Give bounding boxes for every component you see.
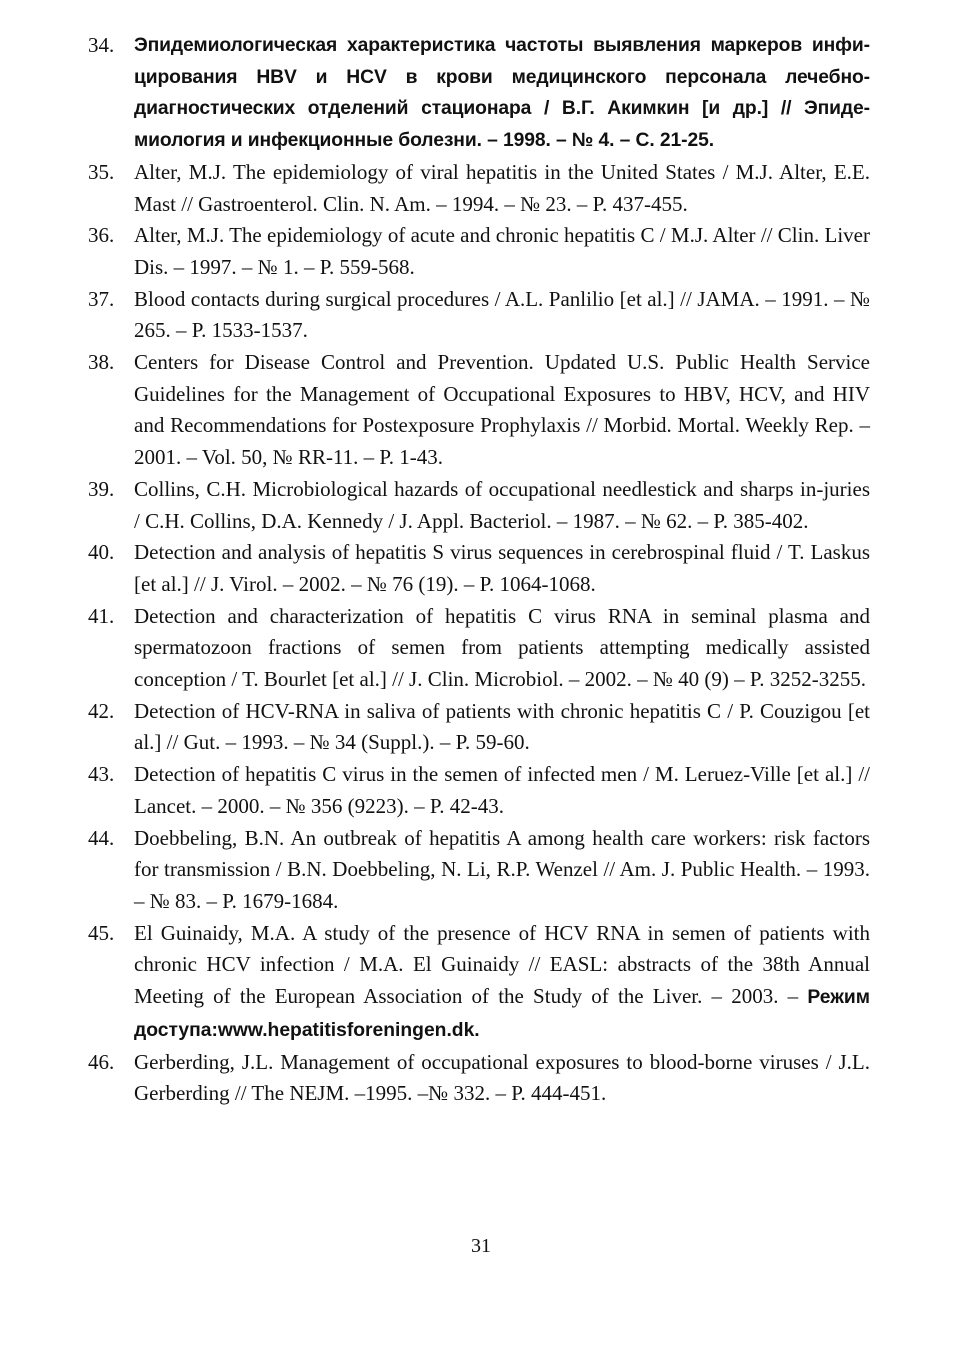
reference-item-45 bbox=[88, 918, 870, 1047]
reference-number: 36. bbox=[88, 223, 115, 248]
access-mode-text: Режим доступа:www.hepatitisforeningen.dk. bbox=[134, 987, 870, 1041]
reference-text: Эпидемиологическая характеристика частоты выявления маркеров инфи-цирования HBV и HCV в крови медицинского персонала лечебно-диагностических отделений стационара / В.Г. Акимкин [и др.] // Эпиде-миология и инфекционные болезни. – 1998. – № 4. – С. 21-25. bbox=[134, 35, 870, 152]
reference-number: 40. bbox=[88, 540, 115, 565]
reference-number: 42. bbox=[88, 698, 115, 723]
reference-item-35 bbox=[88, 157, 870, 220]
reference-number: 44. bbox=[88, 825, 115, 850]
reference-number: 38. bbox=[88, 350, 115, 375]
reference-item-34 bbox=[88, 30, 870, 157]
reference-text: Collins, C.H. Microbiological hazards of occupational needlestick and sharps in-juries / C.H. Collins, D.A. Kennedy / J. Appl. Bacteriol. – 1987. – № 62. – P. 385-402. bbox=[134, 476, 870, 533]
reference-number: 34. bbox=[88, 33, 115, 57]
reference-item-39 bbox=[88, 474, 870, 537]
reference-item-38 bbox=[88, 347, 870, 474]
reference-text-main: El Guinaidy, M.A. A study of the presence of HCV RNA in semen of patients with chronic HCV infection / M.A. El Guinaidy // EASL: abstracts of the 38th Annual Meeting of the European Association of the Study of the Liver. – 2003. – bbox=[134, 920, 870, 1009]
reference-text: Detection of hepatitis C virus in the semen of infected men / M. Leruez-Ville [et al.] // Lancet. – 2000. – № 356 (9223). – P. 42-43. bbox=[134, 762, 870, 818]
reference-text: Blood contacts during surgical procedures / A.L. Panlilio [et al.] // JAMA. – 1991. – № 265. – P. 1533-1537. bbox=[134, 286, 870, 343]
reference-list bbox=[88, 30, 870, 1110]
reference-text bbox=[134, 918, 870, 1047]
reference-text: Alter, M.J. The epidemiology of viral hepatitis in the United States / M.J. Alter, E.E. Mast // Gastroenterol. Clin. N. Am. – 1994. – № 23. – P. 437-455. bbox=[134, 159, 870, 216]
reference-number: 35. bbox=[88, 159, 115, 184]
reference-number: 46. bbox=[88, 1049, 115, 1074]
reference-item-37 bbox=[88, 284, 870, 347]
reference-text: Detection and analysis of hepatitis S virus sequences in cerebrospinal fluid / T. Laskus [et al.] // J. Virol. – 2002. – № 76 (19). – P. 1064-1068. bbox=[134, 540, 870, 596]
reference-item-40 bbox=[88, 537, 870, 600]
reference-text: Centers for Disease Control and Prevention. Updated U.S. Public Health Service Guidelines for the Management of Occupational Exposures to HBV, HCV, and HIV and Recommendations for Postexposure Prophylaxis // Morbid. Mortal. Weekly Rep. – 2001. – Vol. 50, № RR-11. – P. 1-43. bbox=[134, 350, 870, 470]
page-number: 31 bbox=[471, 1235, 491, 1257]
reference-text: Doebbeling, B.N. An outbreak of hepatitis A among health care workers: risk factors for transmission / B.N. Doebbeling, N. Li, R.P. Wenzel // Am. J. Public Health. – 1993. – № 83. – P. 1679-1684. bbox=[134, 825, 870, 913]
reference-item-43 bbox=[88, 759, 870, 822]
reference-number: 45. bbox=[88, 920, 115, 945]
reference-number: 39. bbox=[88, 476, 115, 501]
reference-item-36 bbox=[88, 220, 870, 283]
reference-item-41 bbox=[88, 601, 870, 696]
reference-number: 43. bbox=[88, 762, 115, 787]
reference-text: Detection and characterization of hepatitis C virus RNA in seminal plasma and spermatozoon fractions of semen from patients attempting medically assisted conception / T. Bourlet [et al.] // J. Clin. Microbiol. – 2002. – № 40 (9) – P. 3252-3255. bbox=[134, 603, 870, 692]
reference-item-42 bbox=[88, 696, 870, 759]
reference-text: Gerberding, J.L. Management of occupational exposures to blood-borne viruses / J.L. Gerberding // The NEJM. –1995. –№ 332. – P. 444-451. bbox=[134, 1049, 870, 1106]
reference-number: 41. bbox=[88, 603, 115, 628]
reference-item-46 bbox=[88, 1047, 870, 1110]
reference-item-44 bbox=[88, 823, 870, 918]
reference-text: Alter, M.J. The epidemiology of acute and chronic hepatitis C / M.J. Alter // Clin. Liver Dis. – 1997. – № 1. – P. 559-568. bbox=[134, 223, 870, 279]
reference-text: Detection of HCV-RNA in saliva of patients with chronic hepatitis C / P. Couzigou [et al.] // Gut. – 1993. – № 34 (Suppl.). – P. 59-60. bbox=[134, 698, 870, 755]
reference-number: 37. bbox=[88, 286, 115, 311]
